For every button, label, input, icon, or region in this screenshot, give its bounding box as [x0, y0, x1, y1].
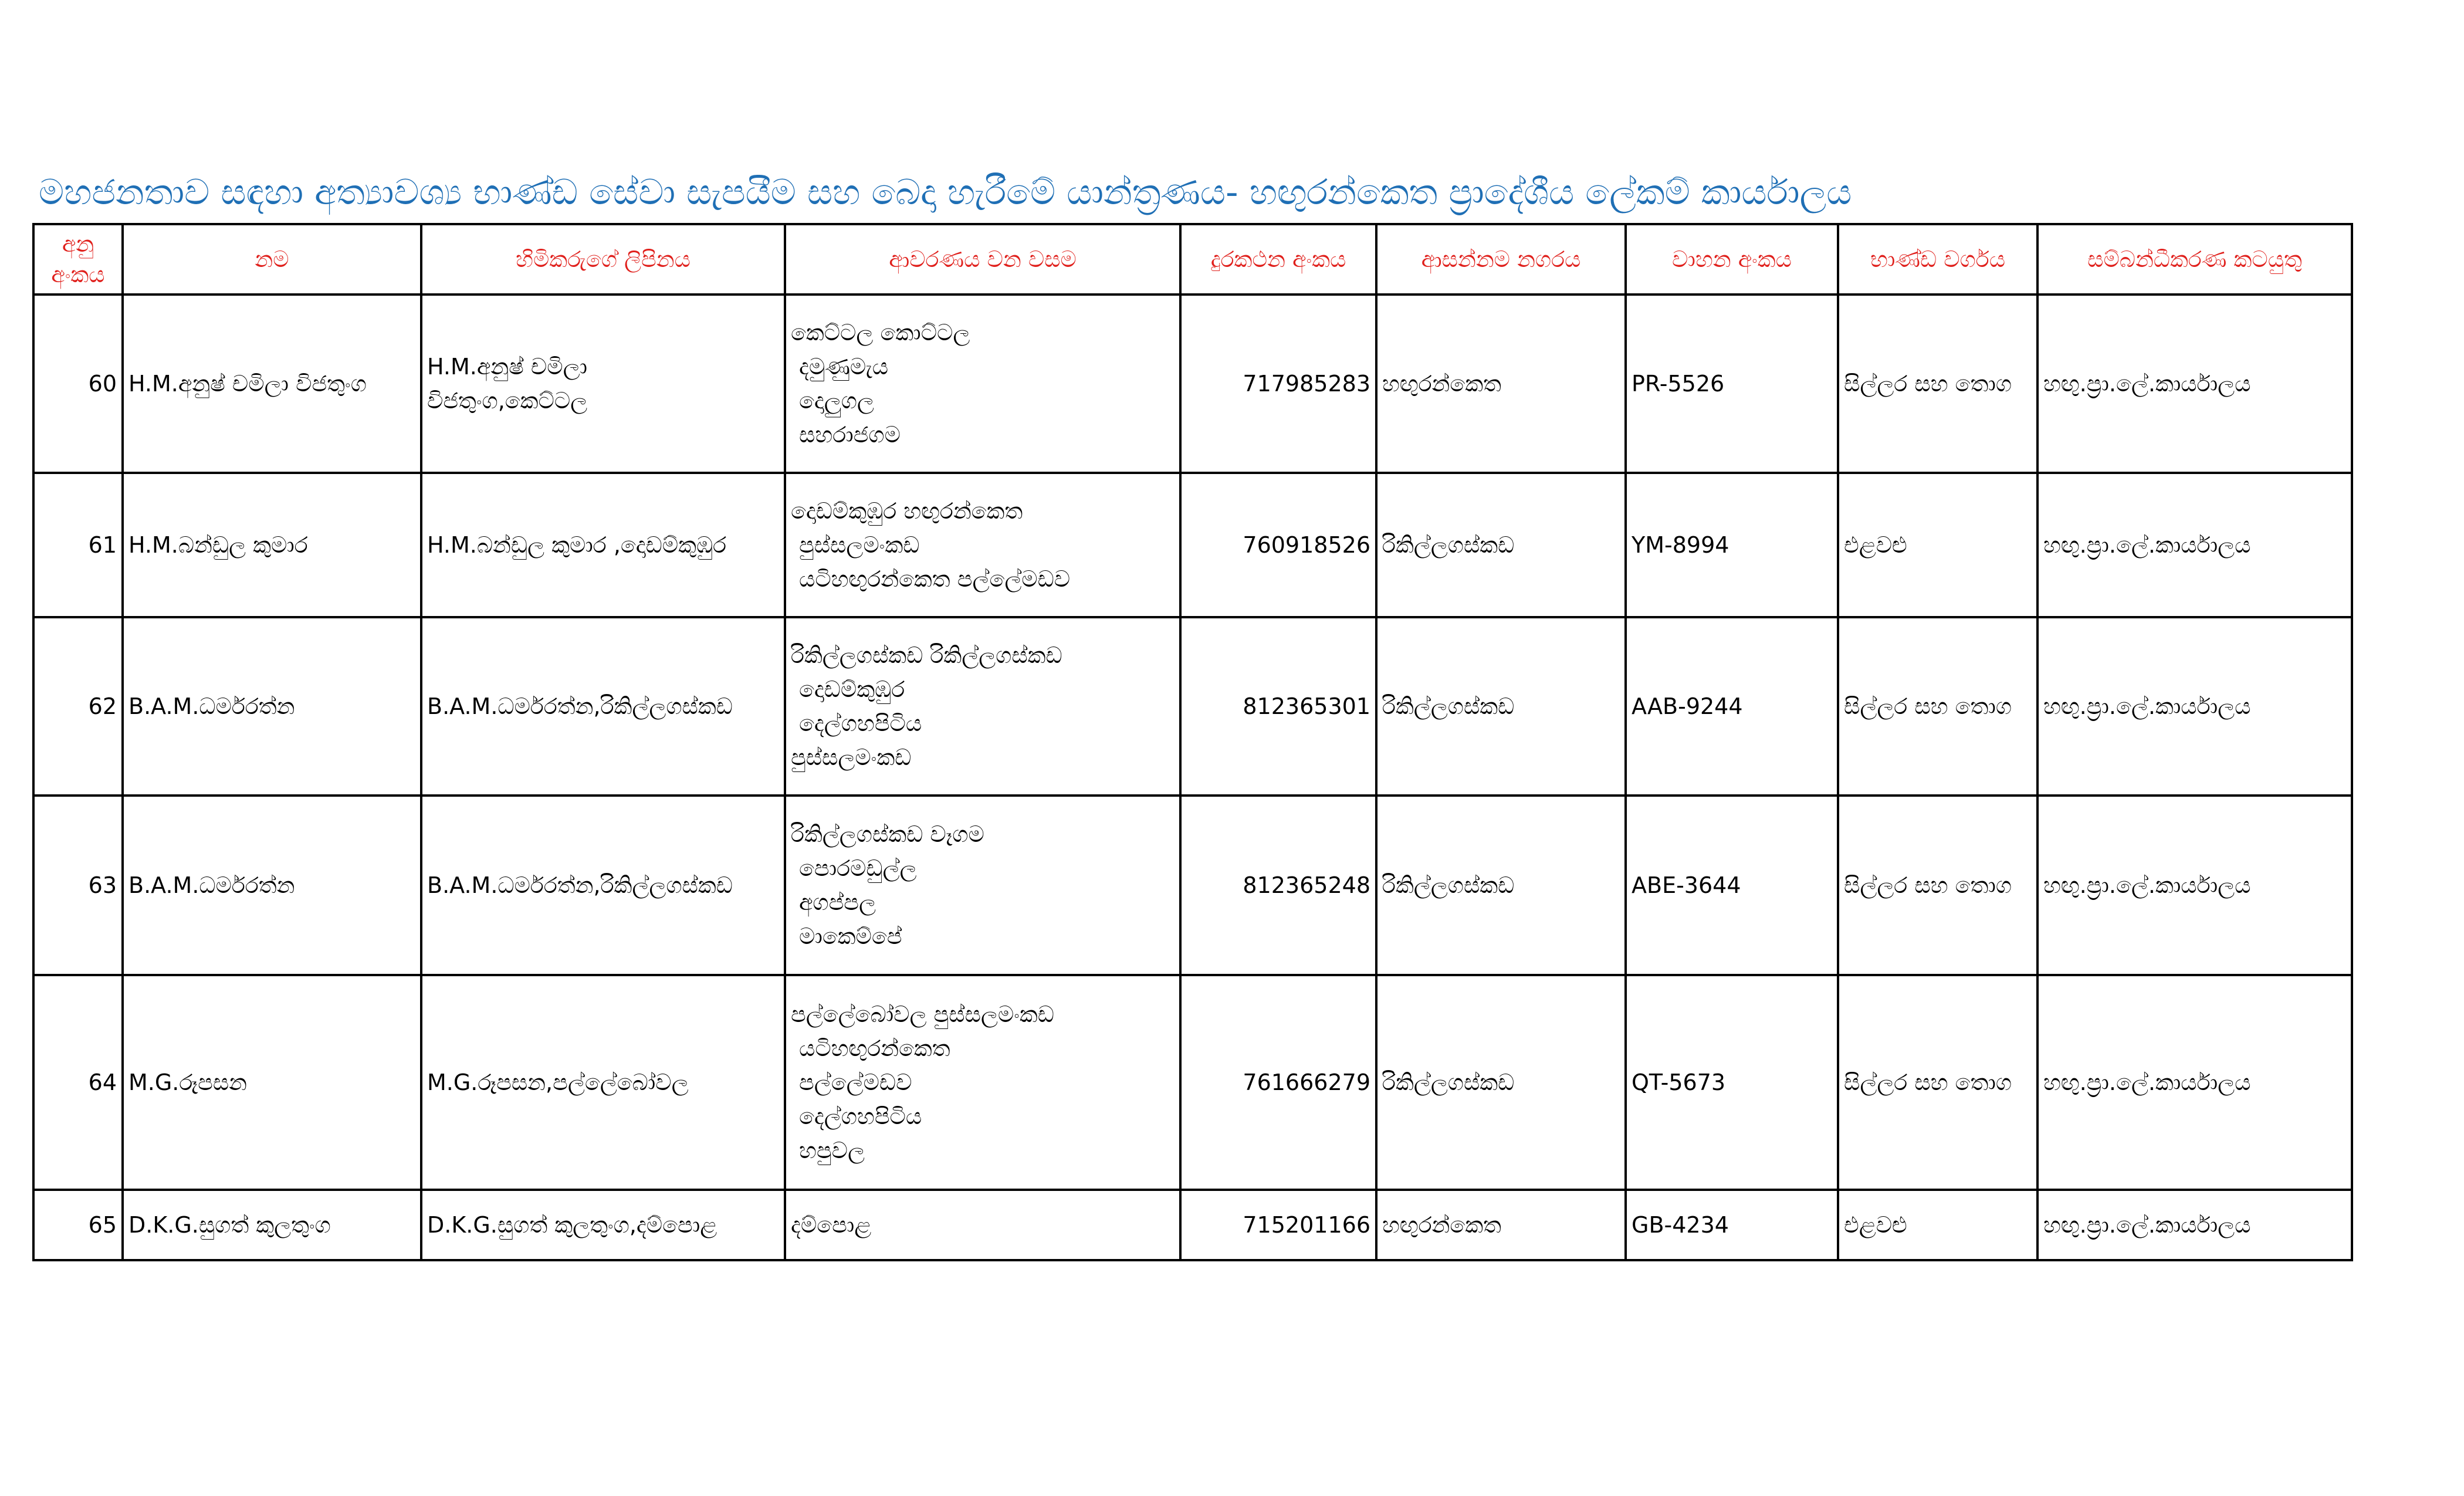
town-cell: රිකිල්ලගස්කඩ — [1376, 975, 1626, 1190]
coordination-cell: හඟු.ප්‍රා.ලේ.කාර්යාලය — [2037, 295, 2352, 473]
address-line: H.M.අනුෂ් චමිලා — [427, 354, 588, 380]
name-cell: H.M.අනුෂ් චමිලා විජතුංග — [123, 295, 421, 473]
area-cell — [785, 617, 1180, 796]
vehicle-cell: PR-5526 — [1626, 295, 1838, 473]
coordination-cell: හඟු.ප්‍රා.ලේ.කාර්යාලය — [2037, 473, 2352, 617]
phone-cell: 812365301 — [1180, 617, 1376, 796]
area-line: පොරමඩුල්ල — [799, 855, 917, 881]
header-goods-type: භාණ්ඩ වර්ගය — [1838, 224, 2037, 295]
area-line: පුස්සලමංකඩ — [799, 532, 920, 558]
serial-no-cell: 65 — [33, 1190, 123, 1260]
serial-no-cell: 61 — [33, 473, 123, 617]
header-owner-address: හිමිකරුගේ ලිපිනය — [421, 224, 785, 295]
header-vehicle-no: වාහන අංකය — [1626, 224, 1838, 295]
area-line: දෙල්ගහපිටිය — [799, 1104, 922, 1129]
area-line: දොඩම්කුඹුර — [799, 676, 905, 702]
address-line: M.G.රූපසන,පල්ලේබෝවල — [427, 1069, 689, 1095]
area-line: දමුණුමැය — [799, 354, 889, 380]
header-covered-area: ආවරණය වන වසම — [785, 224, 1180, 295]
vehicle-cell: QT-5673 — [1626, 975, 1838, 1190]
area-cell — [785, 796, 1180, 975]
vehicle-cell: ABE-3644 — [1626, 796, 1838, 975]
name-cell: B.A.M.ධර්මරත්න — [123, 617, 421, 796]
area-line: දොලුගල — [799, 388, 874, 414]
goods-cell: එළවළු — [1838, 1190, 2037, 1260]
name-cell: B.A.M.ධර්මරත්න — [123, 796, 421, 975]
area-line: කෙට්ටල කොට්ටල — [791, 320, 970, 346]
goods-cell: එළවළු — [1838, 473, 2037, 617]
area-cell — [785, 473, 1180, 617]
area-line: මාකෙම්පේ — [799, 923, 902, 949]
address-cell — [421, 617, 785, 796]
area-line: හපුවල — [799, 1138, 865, 1163]
goods-cell: සිල්ලර සහ තොග — [1838, 295, 2037, 473]
serial-no-cell: 63 — [33, 796, 123, 975]
address-line: D.K.G.සුගත් කුලතුංග,දම්පොළ — [427, 1212, 717, 1238]
area-line: පල්ලේමඩව — [799, 1069, 912, 1095]
area-line: යටිහඟුරන්කෙත — [799, 1035, 950, 1061]
area-line: අගප්පල — [799, 889, 876, 915]
serial-no-cell: 64 — [33, 975, 123, 1190]
address-line: B.A.M.ධර්මරත්න,රිකිල්ලගස්කඩ — [427, 872, 733, 898]
table-header-row — [33, 224, 2352, 295]
area-line: පුස්සලමංකඩ — [791, 744, 912, 770]
table-row — [33, 295, 2352, 473]
phone-cell: 760918526 — [1180, 473, 1376, 617]
vehicle-cell: GB-4234 — [1626, 1190, 1838, 1260]
name-cell: D.K.G.සුගත් කුලතුංග — [123, 1190, 421, 1260]
address-line: H.M.බන්ඩුල කුමාර ,දොඩම්කුඹුර — [427, 532, 727, 558]
vehicle-cell: YM-8994 — [1626, 473, 1838, 617]
area-line: රිකිල්ලගස්කඩ වෑගම — [791, 821, 984, 847]
address-cell — [421, 975, 785, 1190]
goods-cell: සිල්ලර සහ තොග — [1838, 796, 2037, 975]
table-row — [33, 796, 2352, 975]
header-phone: දුරකථන අංකය — [1180, 224, 1376, 295]
area-cell — [785, 1190, 1180, 1260]
town-cell: හඟුරන්කෙත — [1376, 295, 1626, 473]
table-row — [33, 975, 2352, 1190]
coordination-cell: හඟු.ප්‍රා.ලේ.කාර්යාලය — [2037, 796, 2352, 975]
table-row — [33, 473, 2352, 617]
area-cell — [785, 295, 1180, 473]
address-cell — [421, 796, 785, 975]
area-line: පල්ලේබෝවල පුස්සලමංකඩ — [791, 1001, 1054, 1027]
table-row — [33, 1190, 2352, 1260]
town-cell: රිකිල්ලගස්කඩ — [1376, 473, 1626, 617]
serial-no-cell: 60 — [33, 295, 123, 473]
phone-cell: 717985283 — [1180, 295, 1376, 473]
header-nearest-town: ආසන්නම නගරය — [1376, 224, 1626, 295]
vehicle-cell: AAB-9244 — [1626, 617, 1838, 796]
table-row — [33, 617, 2352, 796]
coordination-cell: හඟු.ප්‍රා.ලේ.කාර්යාලය — [2037, 975, 2352, 1190]
coordination-cell: හඟු.ප්‍රා.ලේ.කාර්යාලය — [2037, 617, 2352, 796]
area-line: දෙල්ගහපිටිය — [799, 710, 922, 736]
phone-cell: 715201166 — [1180, 1190, 1376, 1260]
address-cell — [421, 1190, 785, 1260]
coordination-cell: හඟු.ප්‍රා.ලේ.කාර්යාලය — [2037, 1190, 2352, 1260]
area-line: යටිහඟුරන්කෙත පල්ලේමඩව — [799, 566, 1071, 592]
address-cell — [421, 473, 785, 617]
address-line: විජතුංග,කෙට්ටල — [427, 388, 588, 414]
phone-cell: 812365248 — [1180, 796, 1376, 975]
town-cell: රිකිල්ලගස්කඩ — [1376, 617, 1626, 796]
area-line: සහරාජගම — [799, 422, 901, 448]
address-line: B.A.M.ධර්මරත්න,රිකිල්ලගස්කඩ — [427, 693, 733, 719]
serial-no-cell: 62 — [33, 617, 123, 796]
header-serial-no: අනු අංකය — [33, 224, 123, 295]
name-cell: M.G.රූපසන — [123, 975, 421, 1190]
area-cell — [785, 975, 1180, 1190]
vendor-register-table — [32, 223, 2353, 1261]
goods-cell: සිල්ලර සහ තොග — [1838, 975, 2037, 1190]
header-coordination: සම්බන්ධීකරණ කටයුතු — [2037, 224, 2352, 295]
name-cell: H.M.බන්ඩුල කුමාර — [123, 473, 421, 617]
town-cell: රිකිල්ලගස්කඩ — [1376, 796, 1626, 975]
town-cell: හඟුරන්කෙත — [1376, 1190, 1626, 1260]
phone-cell: 761666279 — [1180, 975, 1376, 1190]
area-line: දොඩම්කුඹුර හඟුරන්කෙත — [791, 498, 1023, 524]
header-name: නම — [123, 224, 421, 295]
area-line: දම්පොළ — [791, 1212, 872, 1238]
area-line: රිකිල්ලගස්කඩ රිකිල්ලගස්කඩ — [791, 642, 1062, 668]
address-cell — [421, 295, 785, 473]
goods-cell: සිල්ලර සහ තොග — [1838, 617, 2037, 796]
document-title: මහජනතාව සඳහා අත්‍යාවශ්‍ය භාණ්ඩ සේවා සැපයීම සහ බෙදා හැරීමේ යාන්ත්‍රණය- හඟුරන්කෙත ප්‍රාදේශීය ලේකම් කාර්යාලය — [39, 172, 1852, 213]
